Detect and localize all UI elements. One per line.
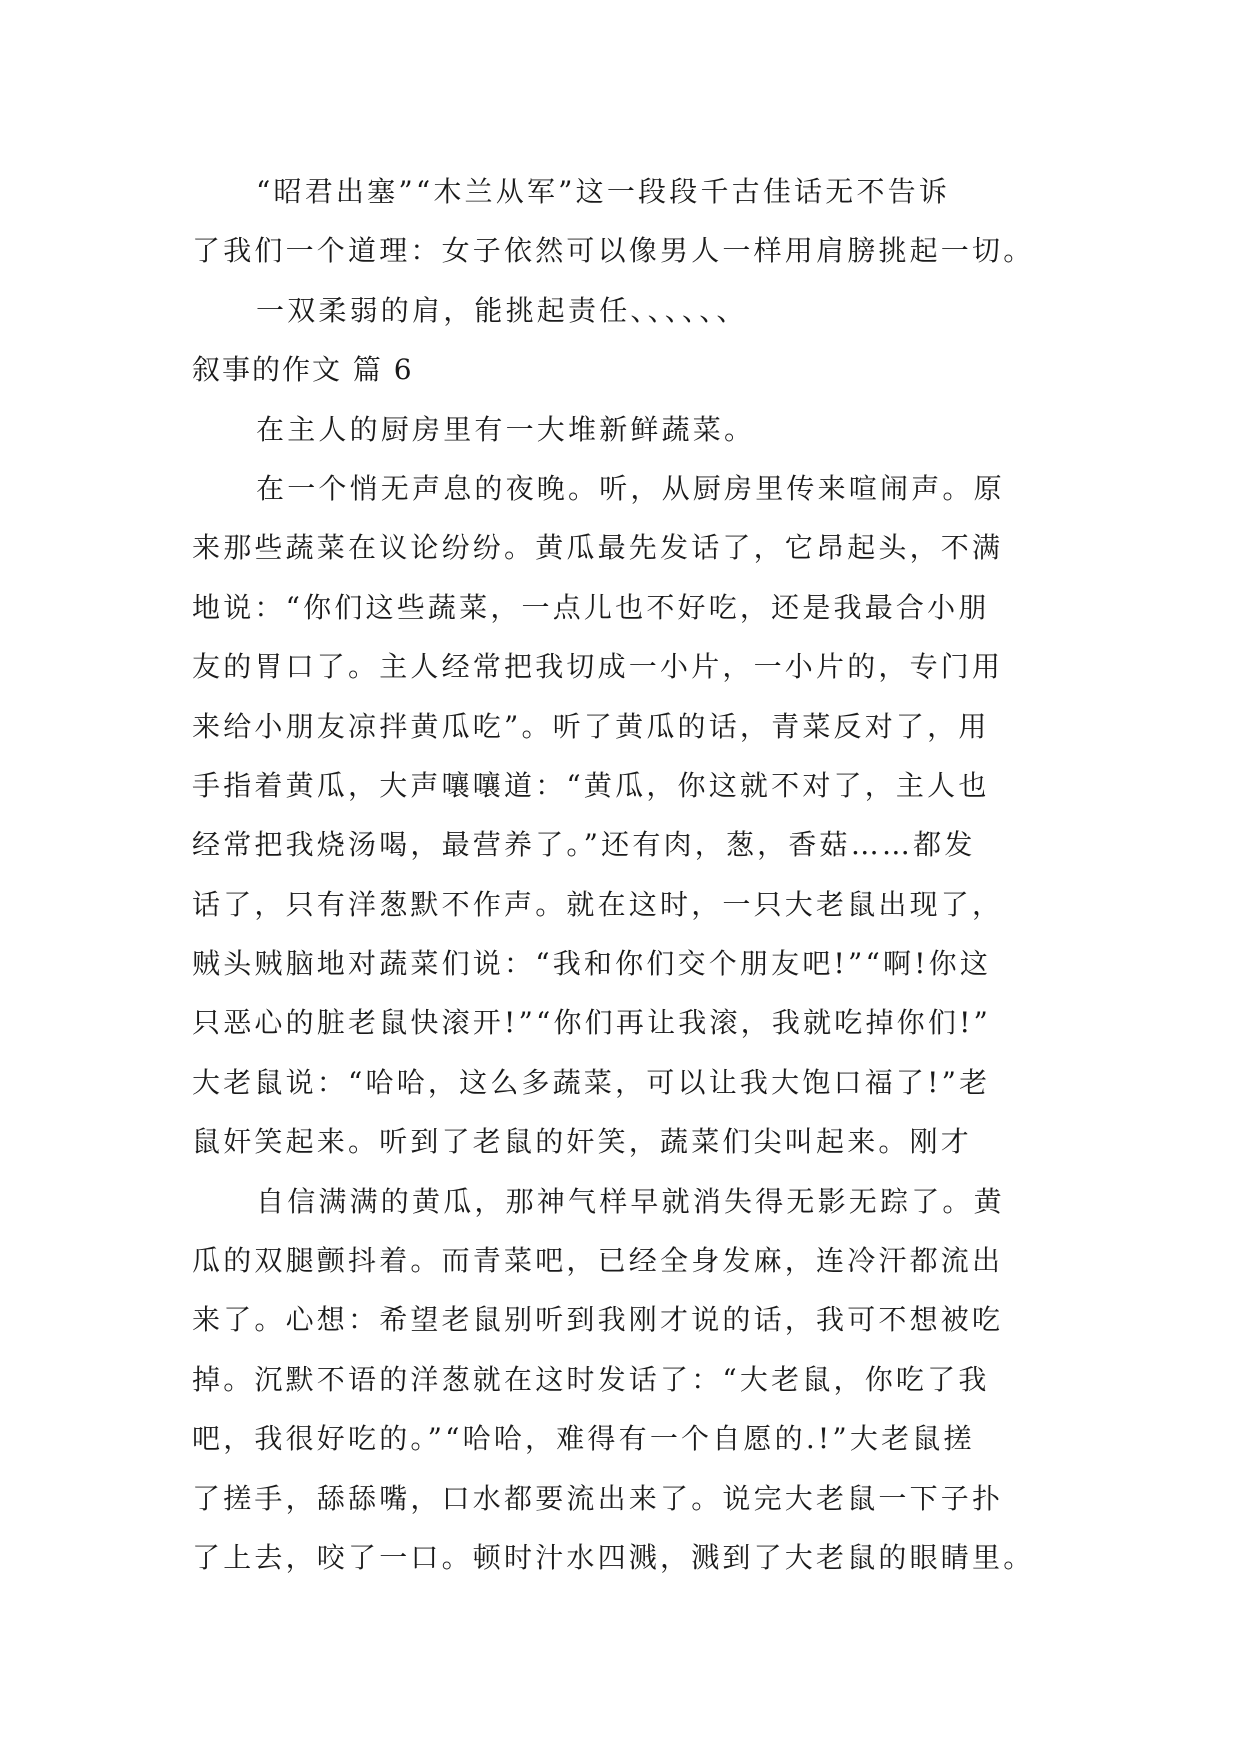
paragraph-line: 了上去，咬了一口。顿时汁水四溅，溅到了大老鼠的眼睛里。 [192,1540,1035,1574]
document-body [192,162,1052,1587]
paragraph-line: 大老鼠说：“哈哈，这么多蔬菜，可以让我大饱口福了!”老 [192,1065,991,1099]
paragraph-line: 话了，只有洋葱默不作声。就在这时，一只大老鼠出现了， [192,887,1004,921]
paragraph-line: 来了。心想：希望老鼠别听到我刚才说的话，我可不想被吃 [192,1303,1004,1337]
paragraph-line: 手指着黄瓜，大声嚷嚷道：“黄瓜，你这就不对了，主人也 [192,768,990,802]
paragraph-line: 贼头贼脑地对蔬菜们说：“我和你们交个朋友吧!”“啊!你这 [192,947,992,981]
paragraph-line: 了搓手，舔舔嘴，口水都要流出来了。说完大老鼠一下子扑 [192,1481,1004,1515]
paragraph-line: 在一个悄无声息的夜晚。听，从厨房里传来喧闹声。原 [256,471,1005,505]
paragraph-line: 来给小朋友凉拌黄瓜吃”。听了黄瓜的话，青菜反对了，用 [192,709,990,743]
paragraph-line: 只恶心的脏老鼠快滚开!”“你们再让我滚，我就吃掉你们!” [192,1006,992,1040]
paragraph-line: 一双柔弱的肩，能挑起责任、、、、、、 [256,293,748,327]
paragraph-line: 友的胃口了。主人经常把我切成一小片，一小片的，专门用 [192,650,1004,684]
paragraph-line: 在主人的厨房里有一大堆新鲜蔬菜。 [256,412,756,446]
paragraph-line: 鼠奸笑起来。听到了老鼠的奸笑，蔬菜们尖叫起来。刚才 [192,1125,973,1159]
paragraph-line: 自信满满的黄瓜，那神气样早就消失得无影无踪了。黄 [256,1184,1005,1218]
paragraph-line: 吧，我很好吃的。”“哈哈，难得有一个自愿的.!”大老鼠搓 [192,1422,975,1456]
paragraph-line: 来那些蔬菜在议论纷纷。黄瓜最先发话了，它昂起头，不满 [192,531,1004,565]
paragraph-line: 掉。沉默不语的洋葱就在这时发话了：“大老鼠，你吃了我 [192,1362,990,1396]
paragraph-line: 瓜的双腿颤抖着。而青菜吧，已经全身发麻，连冷汗都流出 [192,1244,1004,1278]
paragraph-line: 经常把我烧汤喝，最营养了。”还有肉，葱，香菇……都发 [192,828,976,862]
paragraph-line: “昭君出塞”“木兰从军”这一段段千古佳话无不告诉 [256,175,951,208]
paragraph-line: 地说：“你们这些蔬菜，一点儿也不好吃，还是我最合小朋 [192,590,990,624]
paragraph-line: 了我们一个道理：女子依然可以像男人一样用肩膀挑起一切。 [192,234,1035,268]
section-heading: 叙事的作文 篇 6 [192,353,414,387]
